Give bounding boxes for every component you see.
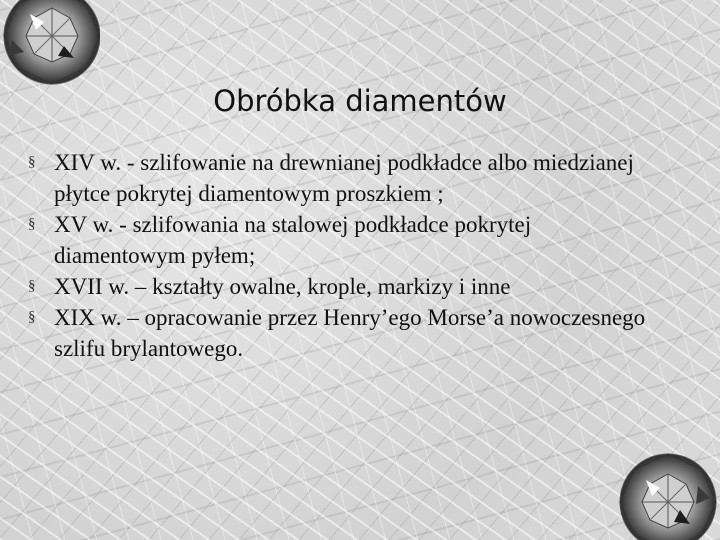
bullet-marker: § bbox=[28, 278, 36, 294]
bullet-marker: § bbox=[28, 216, 36, 232]
diamond-icon bbox=[618, 450, 720, 540]
bullet-marker: § bbox=[28, 309, 36, 325]
bullet-item bbox=[28, 302, 668, 364]
bullet-text: XV w. - szlifowania na stalowej podkładce pokrytej diamentowym pyłem; bbox=[54, 212, 532, 268]
bullet-text: XIX w. – opracowanie przez Henry’ego Morse’a nowoczesnego szlifu brylantowego. bbox=[54, 305, 646, 361]
slide-title: Obróbka diamentów bbox=[213, 84, 507, 118]
diamond-image-top-left bbox=[0, 0, 100, 90]
diamond-icon bbox=[0, 0, 100, 90]
bullet-item bbox=[28, 209, 668, 271]
bullet-text: XVII w. – kształty owalne, krople, markizy i inne bbox=[54, 274, 511, 299]
bullet-item bbox=[28, 147, 668, 209]
diamond-image-bottom-right bbox=[618, 450, 720, 540]
bullet-marker: § bbox=[28, 154, 36, 170]
bullet-list bbox=[28, 147, 668, 364]
bullet-item bbox=[28, 271, 668, 302]
bullet-text: XIV w. - szlifowanie na drewnianej podkładce albo miedzianej płytce pokrytej diamentowym proszkiem ; bbox=[54, 150, 634, 206]
